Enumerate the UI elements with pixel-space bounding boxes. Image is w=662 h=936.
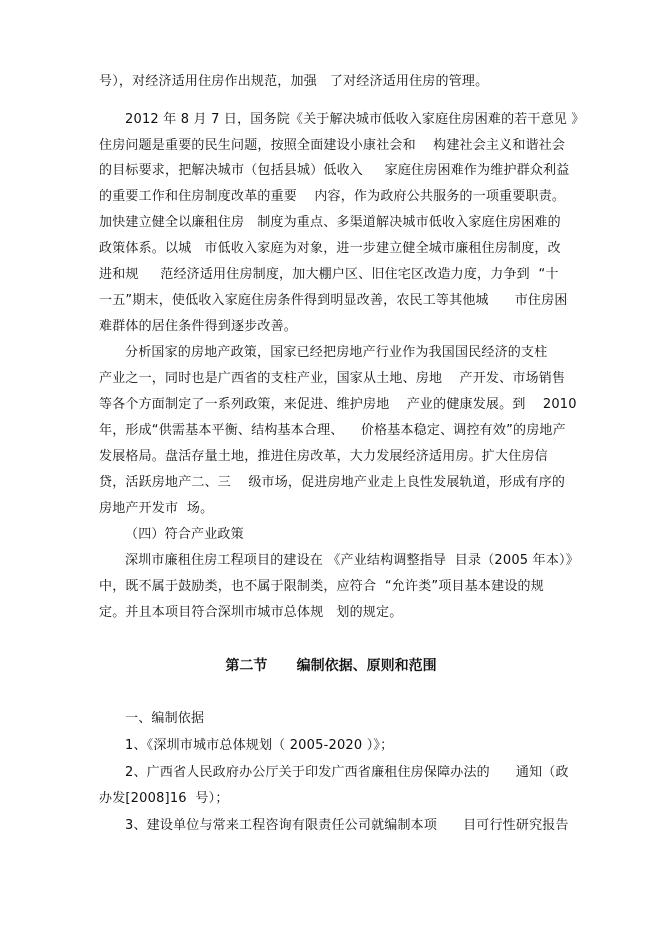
text-line: 定。并且本项目符合深圳市城市总体规 划的规定。 [99, 605, 403, 620]
text-line: 房地产开发市 场。 [99, 501, 214, 516]
text-line: 发展格局。盘活存量土地，推进住房改革，大力发展经济适用房。扩大住房信 [99, 449, 548, 464]
text-line: 的重要工作和住房制度改革的重要 内容，作为政府公共服务的一项重要职责。 [99, 189, 566, 204]
section-heading: 第二节 编制依据、原则和范围 [225, 658, 437, 674]
list-item: 3、建设单位与常来工程咨询有限责任公司就编制本项 目可行性研究报告 [125, 818, 569, 833]
list-item: 1、《深圳市城市总体规划（ 2005-2020 ）》； [125, 738, 394, 753]
text-line: 中，既不属于鼓励类，也不属于限制类，应符合 “允许类”项目基本建设的规 [99, 579, 544, 594]
text-line: 住房问题是重要的民生问题，按照全面建设小康社会和 构建社会主义和谐社会 [99, 138, 566, 153]
text-line: 的目标要求，把解决城市（包括县城）低收入 家庭住房困难作为维护群众利益 [99, 163, 570, 178]
text-line: 深圳市廉租住房工程项目的建设在 《产业结构调整指导 目录（2005 年本）》 [125, 553, 579, 568]
text-line: 分析国家的房地产政策，国家已经把房地产行业作为我国国民经济的支柱 [125, 345, 548, 360]
text-line: 贷，活跃房地产二、三 级市场，促进房地产业走上良性发展轨道，形成有序的 [99, 475, 566, 490]
list-item: 2、广西省人民政府办公厅关于印发广西省廉租住房保障办法的 通知（政 [125, 765, 569, 780]
text-line: 2012 年 8 月 7 日，国务院《关于解决城市低收入家庭住房困难的若干意见 》 [125, 112, 585, 127]
basis-title: 一、编制依据 [125, 711, 205, 726]
text-line: 产业之一，同时也是广西省的支柱产业，国家从土地、房地 产开发、市场销售 [99, 371, 566, 386]
text-line: 一五”期末，使低收入家庭住房条件得到明显改善，农民工等其他城 市住房困 [99, 293, 568, 308]
text-line: 进和规 范经济适用住房制度，加大棚户区、旧住宅区改造力度，力争到 “十 [99, 267, 559, 282]
text-line: 难群体的居住条件得到逐步改善。 [99, 319, 298, 334]
subsection-title: （四）符合产业政策 [125, 527, 244, 542]
text-line: 等各个方面制定了一系列政策，来促进、维护房地 产业的健康发展。到 2010 [99, 397, 577, 412]
text-line: 年，形成“供需基本平衡、结构基本合理、 价格基本稳定、调控有效”的房地产 [99, 423, 566, 438]
text-line: 号），对经济适用住房作出规范，加强 了对经济适用住房的管理。 [99, 74, 489, 89]
list-item-continuation: 办发[2008]16 号）； [99, 791, 229, 806]
text-line: 政策体系。以城 市低收入家庭为对象，进一步建立健全城市廉租住房制度，改 [99, 241, 561, 256]
text-line: 加快建立健全以廉租住房 制度为重点、多渠道解决城市低收入家庭住房困难的 [99, 215, 561, 230]
